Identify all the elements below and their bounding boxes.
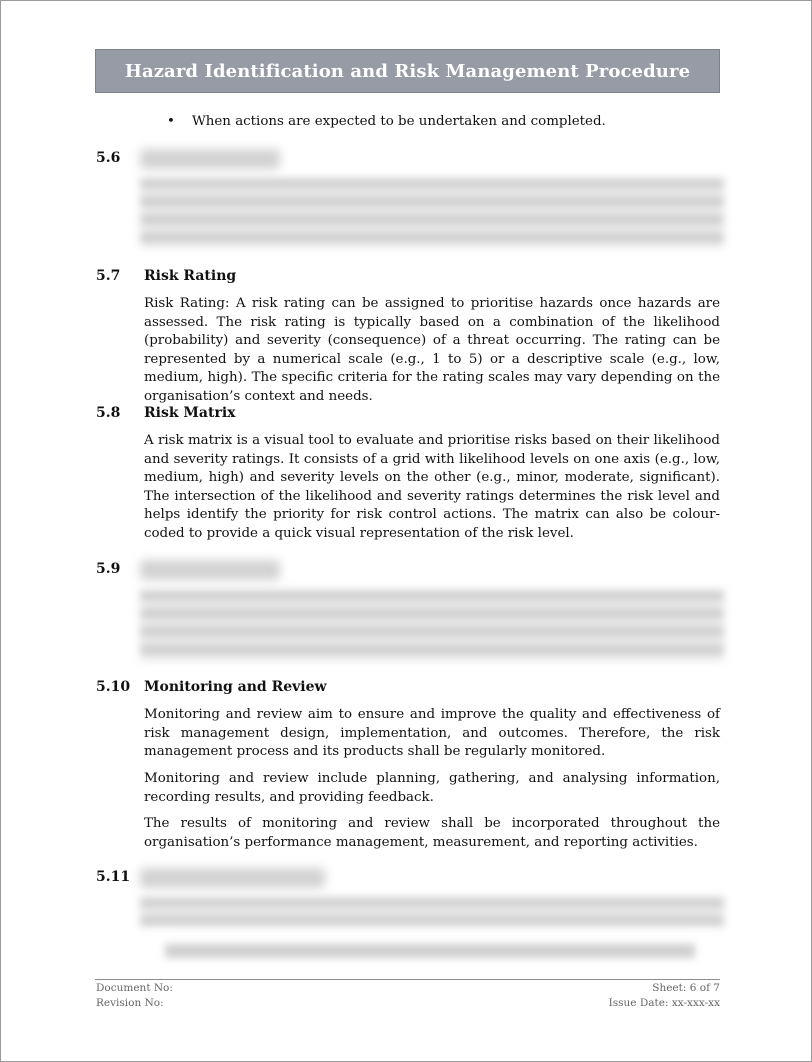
section-5-8-title: Risk Matrix <box>144 405 236 421</box>
section-5-10-paragraph-3: The results of monitoring and review shall be incorporated throughout the organisation’s performance management, measurement, and reporting activities. <box>144 816 720 850</box>
document-title: Hazard Identification and Risk Management Procedure <box>124 60 691 82</box>
footer-sheet-number: Sheet: 6 of 7 <box>652 982 720 994</box>
footer-issue-date: Issue Date: xx-xxx-xx <box>608 997 720 1009</box>
section-5-11-redacted-bullet <box>165 944 695 958</box>
intro-bullet-text: When actions are expected to be undertaken and completed. <box>192 114 606 129</box>
section-5-10-number: 5.10 <box>96 679 131 695</box>
section-5-9-number: 5.9 <box>96 561 121 577</box>
section-5-9-redacted-body <box>140 590 724 662</box>
document-title-bar <box>95 49 720 93</box>
intro-bullet-item <box>167 114 606 129</box>
footer-divider <box>95 979 720 980</box>
section-5-11-redacted-body <box>140 897 724 927</box>
bullet-icon: • <box>167 114 175 129</box>
section-5-10-paragraph-2: Monitoring and review include planning, gathering, and analysing information, recording results, and providing feedback. <box>144 771 720 805</box>
section-5-11-redacted-title <box>140 868 325 888</box>
section-5-9-redacted-title <box>140 560 280 580</box>
section-5-10-paragraph-1: Monitoring and review aim to ensure and improve the quality and effectiveness of risk management design, implementation, and outcomes. Therefore, the risk management process and its products shall be regularly monitored. <box>144 707 720 760</box>
section-5-7-paragraph: Risk Rating: A risk rating can be assigned to prioritise hazards once hazards are assessed. The risk rating is typically based on a combination of the likelihood (probability) and severity (consequence) of a threat occurring. The rating can be represented by a numerical scale (e.g., 1 to 5) or a descriptive scale (e.g., low, medium, high). The specific criteria for the rating scales may vary depending on the organisation’s context and needs. <box>144 296 720 404</box>
section-5-8-paragraph: A risk matrix is a visual tool to evaluate and prioritise risks based on their likelihood and severity ratings. It consists of a grid with likelihood levels on one axis (e.g., low, medium, high) and severity levels on the other (e.g., minor, moderate, significant). The intersection of the likelihood and severity ratings determines the risk level and helps identify the priority for risk control actions. The matrix can also be colour-coded to provide a quick visual representation of the risk level. <box>144 433 720 541</box>
section-5-8-number: 5.8 <box>96 405 121 421</box>
footer-document-no: Document No: <box>96 982 173 994</box>
section-5-7-title: Risk Rating <box>144 268 237 284</box>
section-5-6-redacted-title <box>140 149 280 169</box>
section-5-11-number: 5.11 <box>96 869 131 885</box>
section-5-6-redacted-body <box>140 178 724 248</box>
section-5-10-title: Monitoring and Review <box>144 679 327 695</box>
section-5-6-number: 5.6 <box>96 150 121 166</box>
footer-revision-no: Revision No: <box>96 997 164 1009</box>
section-5-7-number: 5.7 <box>96 268 121 284</box>
